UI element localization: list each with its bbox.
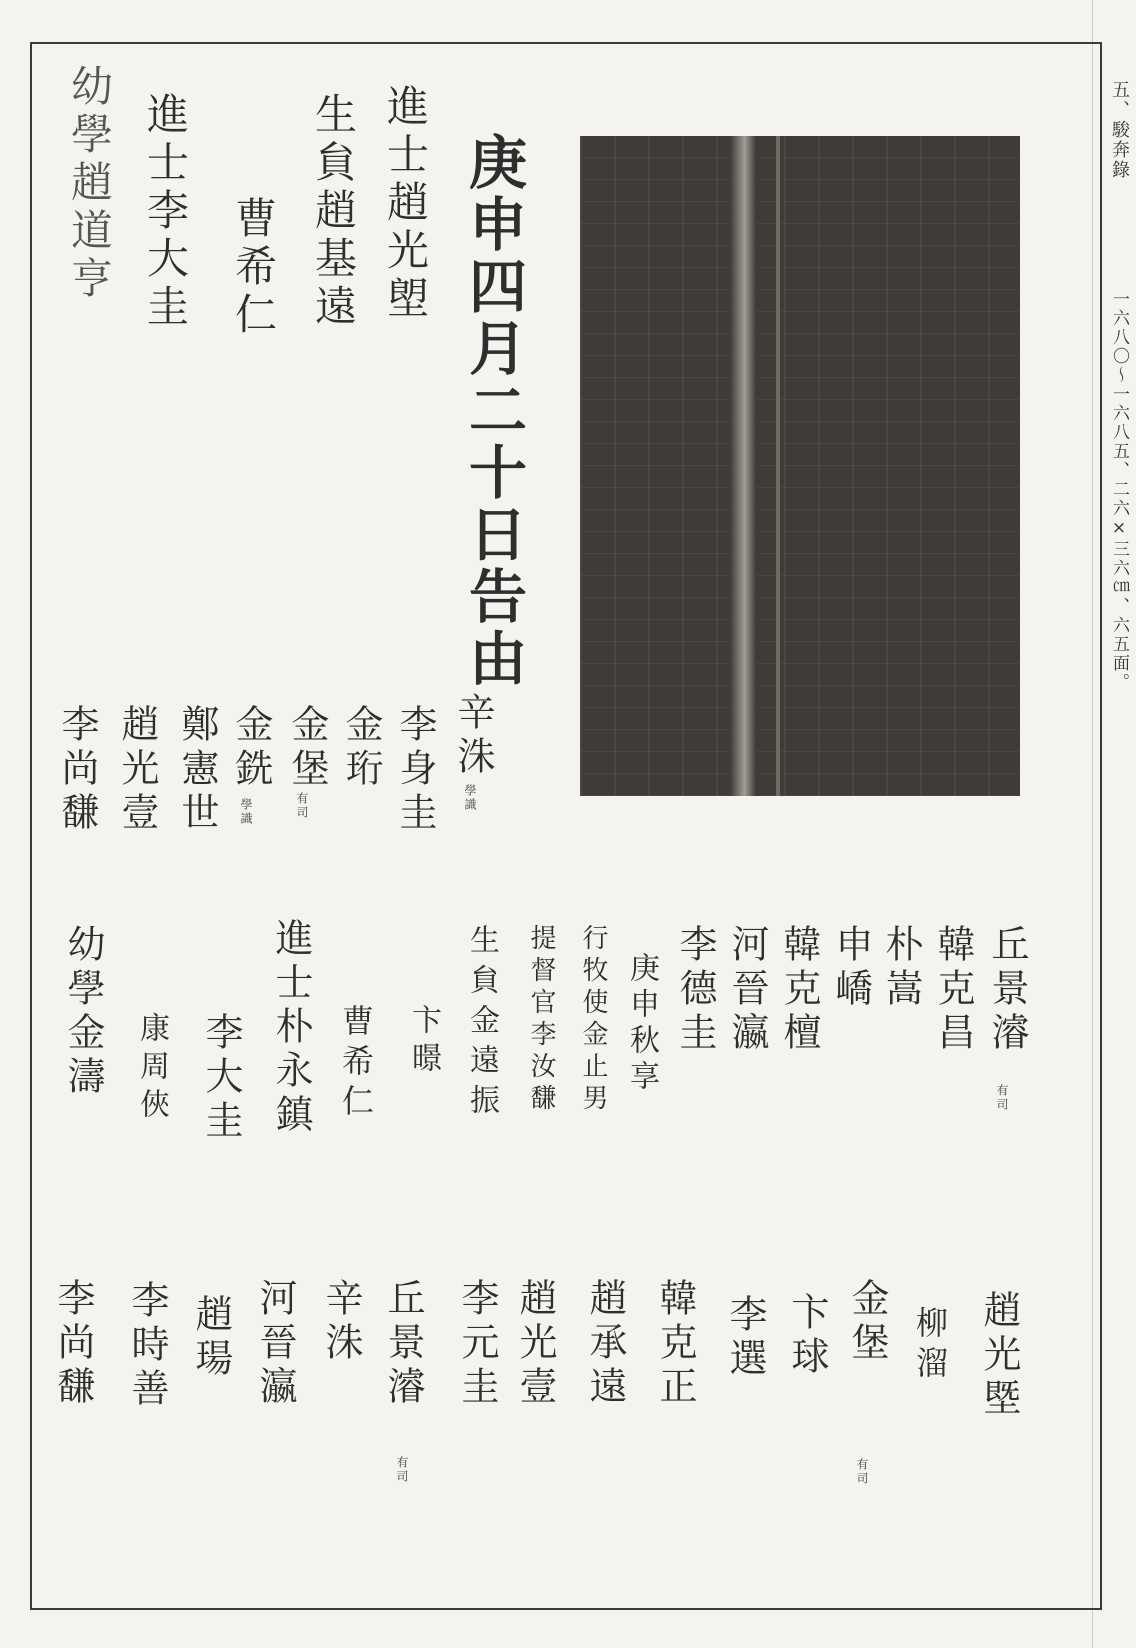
- name-column: 生貟金遠振: [464, 924, 499, 1124]
- name-column: 卞暻: [406, 1004, 441, 1080]
- name-column: 辛洙: [319, 1278, 363, 1366]
- name-column: 李選: [723, 1294, 767, 1382]
- annotation: 有司: [295, 792, 309, 820]
- photo-fold-line: [776, 136, 780, 796]
- manuscript-photo: [580, 136, 1020, 796]
- name-column: 生貟趙基遠: [309, 92, 358, 332]
- name-column: 進士李大圭: [141, 92, 190, 332]
- name-column: 朴嵩: [879, 924, 923, 1012]
- name-column: 河晉瀛: [725, 924, 769, 1056]
- name-column: 韓克檀: [777, 924, 821, 1056]
- name-column: 李元圭: [455, 1278, 499, 1410]
- name-column: 進士趙光塱: [381, 84, 430, 324]
- specification-caption: 一六八〇～一六八五、二六×三六㎝、六五面。: [1109, 290, 1129, 692]
- name-column: 申嶠: [829, 924, 873, 1012]
- name-column: 金銑: [229, 704, 273, 792]
- name-column: 鄭憲世: [175, 704, 219, 836]
- name-column: 金珩: [339, 704, 383, 792]
- name-column: 李時善: [125, 1280, 169, 1412]
- name-column: 康周俠: [134, 1012, 169, 1126]
- official-column: 行牧使金止男: [578, 924, 608, 1116]
- official-column: 提督官李汝馦: [526, 924, 556, 1116]
- name-column: 李尚馦: [55, 704, 99, 836]
- name-column: 趙光壹: [115, 704, 159, 836]
- name-column: 幼學金濤: [61, 924, 105, 1100]
- name-column: 李大圭: [199, 1012, 243, 1144]
- annotation: 有司: [855, 1458, 869, 1486]
- annotation: 學識: [239, 798, 253, 826]
- name-column: 進士朴永鎮: [269, 918, 313, 1138]
- section-caption: 五、駿奔錄: [1109, 80, 1130, 180]
- name-column: 辛洙: [451, 692, 495, 780]
- name-column: 趙瑒: [189, 1294, 233, 1382]
- document-page: [30, 42, 1102, 1610]
- name-column: 幼學趙道亨: [65, 64, 114, 304]
- name-column: 李尚馦: [51, 1278, 95, 1410]
- name-column: 金堡: [845, 1278, 889, 1366]
- annotation: 有司: [995, 1084, 1009, 1112]
- name-column: 李德圭: [673, 924, 717, 1056]
- annotation: 學識: [463, 784, 477, 812]
- name-column: 韓克昌: [931, 924, 975, 1056]
- name-column: 柳溜: [911, 1306, 949, 1386]
- name-column: 李身圭: [393, 704, 437, 836]
- name-column: 曹希仁: [229, 196, 278, 340]
- photo-fold: [730, 136, 756, 796]
- annotation: 有司: [395, 1456, 409, 1484]
- name-column: 趙光塈: [977, 1290, 1021, 1422]
- name-column: 趙承遠: [583, 1278, 627, 1410]
- name-column: 丘景濬: [985, 924, 1029, 1056]
- name-column: 曹希仁: [337, 1004, 375, 1124]
- name-column: 河晉瀛: [253, 1278, 297, 1410]
- name-column: 韓克正: [653, 1278, 697, 1410]
- name-column: 趙光壹: [513, 1278, 557, 1410]
- name-column: 丘景濬: [381, 1278, 425, 1410]
- name-column: 卞球: [785, 1292, 829, 1380]
- event-column: 庚申秋享: [624, 952, 659, 1096]
- heading-column: 庚申四月二十日告由: [459, 132, 527, 690]
- name-column: 金堡: [285, 704, 329, 792]
